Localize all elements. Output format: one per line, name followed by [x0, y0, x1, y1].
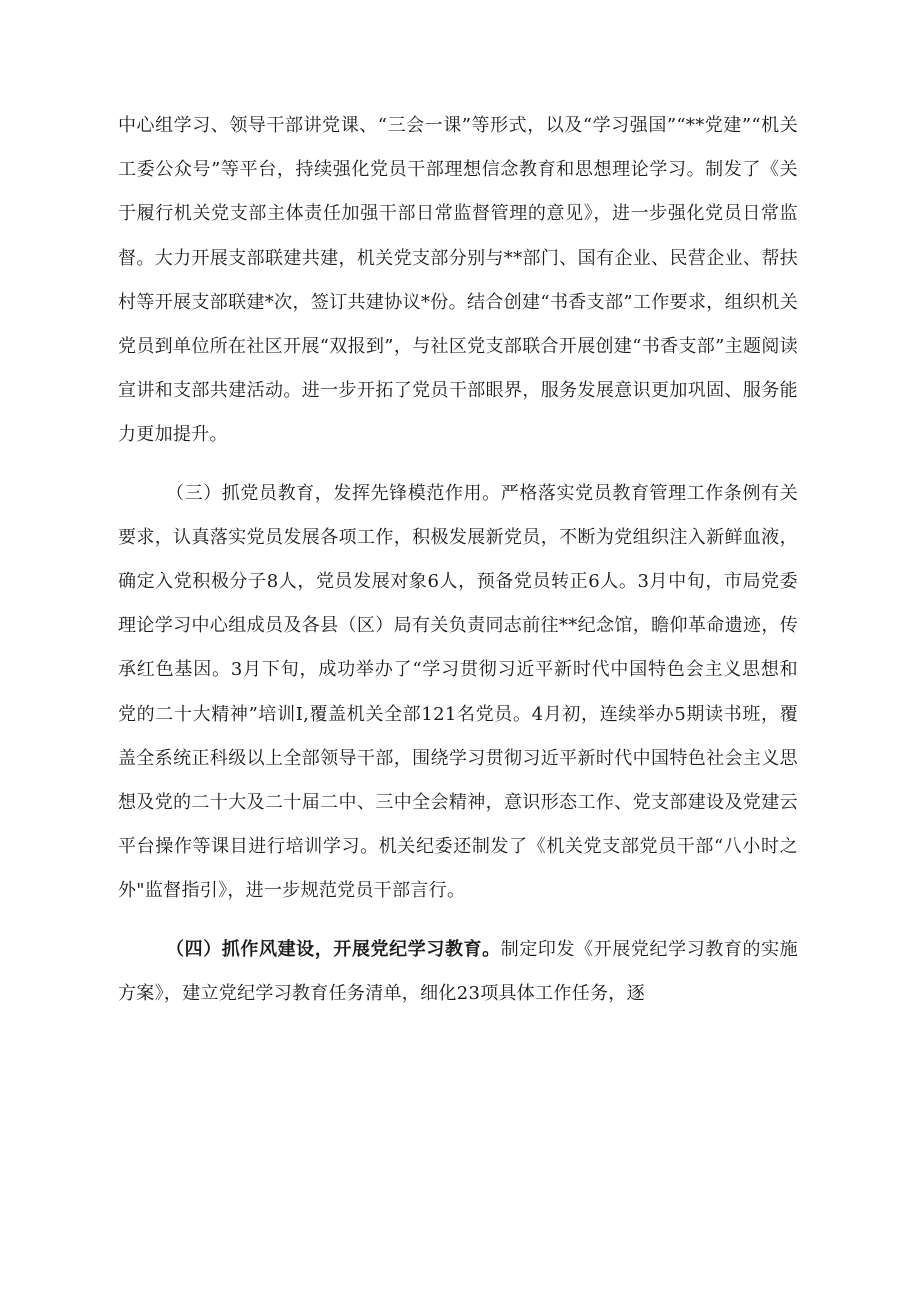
document-body — [118, 104, 798, 1016]
paragraph-3-body: 制定印发《开展党纪学习教育的实施方案》，建立党纪学习教育任务清单，细化23项具体工作任务，逐 — [118, 938, 798, 1004]
section-heading-4: （四）抓作风建设，开展党纪学习教育。 — [166, 938, 501, 960]
paragraph-1: 中心组学习、领导干部讲党课、“三会一课”等形式，以及“学习强国”“**党建”“机关工委公众号”等平台，持续强化党员干部理想信念教育和思想理论学习。制发了《关于履行机关党支部主体责任加强干部日常监督管理的意见》，进一步强化党员日常监督。大力开展支部联建共建，机关党支部分别与**部门、国有企业、民营企业、帮扶村等开展支部联建*次，签订共建协议*份。结合创建“书香支部”工作要求，组织机关党员到单位所在社区开展“双报到”，与社区党支部联合开展创建“书香支部”主题阅读宣讲和支部共建活动。进一步开拓了党员干部眼界，服务发展意识更加巩固、服务能力更加提升。 — [118, 115, 798, 446]
paragraph-3 — [118, 928, 798, 1016]
paragraph-2: （三）抓党员教育，发挥先锋模范作用。严格落实党员教育管理工作条例有关要求，认真落实党员发展各项工作，积极发展新党员，不断为党组织注入新鲜血液，确定入党积极分子8人，党员发展对象6人，预备党员转正6人。3月中旬，市局党委理论学习中心组成员及各县（区）局有关负责同志前往**纪念馆，瞻仰革命遗迹，传承红色基因。3月下旬，成功举办了“学习贯彻习近平新时代中国特色会主义思想和党的二十大精神”培训I,覆盖机关全部121名党员。4月初，连续举办5期读书班，覆盖全系统正科级以上全部领导干部，围绕学习贯彻习近平新时代中国特色社会主义思想及党的二十大及二十届二中、三中全会精神，意识形态工作、党支部建设及党建云平台操作等课目进行培训学习。机关纪委还制发了《机关党支部党员干部“八小时之外"监督指引》，进一步规范党员干部言行。 — [118, 482, 798, 902]
